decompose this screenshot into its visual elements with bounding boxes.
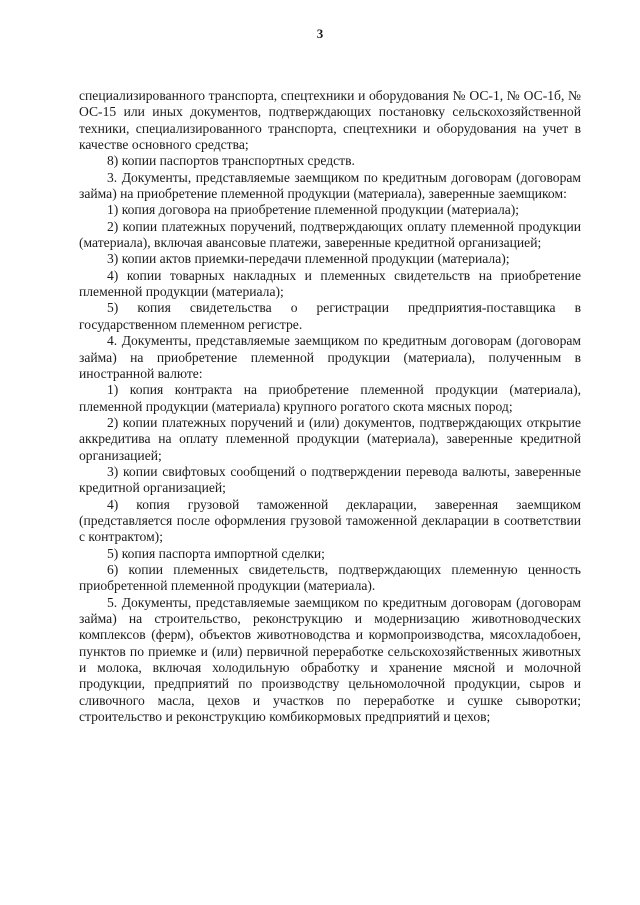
section-heading-paragraph: 5. Документы, представляемые заемщиком по кредитным договорам (договорам займа) на строительство, реконструкцию и модернизацию животноводческих комплексов (ферм), объектов животноводства и кормопроизводства, мясохладобоен, пунктов по приемке и (или) первичной переработке сельскохозяйственных животных и молока, включая холодильную обработку и хранение мясной и молочной продукции, предприятий по производству цельномолочной продукции, сыров и сливочного масла, цехов и участков по переработке и сушке сыворотки; строительство и реконструкцию комбикормовых предприятий и цехов;	[79, 594, 581, 725]
list-item: 6) копии племенных свидетельств, подтверждающих племенную ценность приобретенной племенной продукции (материала).	[79, 561, 581, 594]
document-body	[79, 88, 581, 725]
list-item: 1) копия договора на приобретение племенной продукции (материала);	[107, 202, 520, 218]
paragraph: специализированного транспорта, спецтехники и оборудования № ОС-1, № ОС-1б, № ОС-15 или иных документов, подтверждающих постановку сельскохозяйственной техники, специализированного транспорта, спецтехники и оборудования на учет в качестве основного средства;	[79, 88, 581, 153]
list-item: 4) копия грузовой таможенной декларации, заверенная заемщиком (представляется после оформления грузовой таможенной декларации в соответствии с контрактом);	[79, 496, 581, 545]
page-number: 3	[316, 26, 324, 41]
list-item: 8) копии паспортов транспортных средств.	[107, 153, 355, 169]
list-item: 5) копия свидетельства о регистрации предприятия-поставщика в государственном племенном регистре.	[79, 300, 581, 332]
section-heading-paragraph: 3. Документы, представляемые заемщиком по кредитным договорам (договорам займа) на приобретение племенной продукции (материала), заверенные заемщиком:	[79, 169, 581, 202]
list-item: 3) копии свифтовых сообщений о подтверждении перевода валюты, заверенные кредитной организацией;	[79, 463, 581, 496]
list-item: 2) копии платежных поручений и (или) документов, подтверждающих открытие аккредитива на оплату племенной продукции (материала), заверенные кредитной организацией;	[79, 414, 581, 463]
list-item: 3) копии актов приемки-передачи племенной продукции (материала);	[107, 251, 510, 267]
list-item: 2) копии платежных поручений, подтверждающих оплату племенной продукции (материала), включая авансовые платежи, заверенные кредитной организацией;	[79, 218, 581, 251]
section-heading-paragraph: 4. Документы, представляемые заемщиком по кредитным договорам (договорам займа) на приобретение племенной продукции (материала), полученным в иностранной валюте:	[79, 333, 581, 381]
list-item: 1) копия контракта на приобретение племенной продукции (материала), племенной продукции (материала) крупного рогатого скота мясных пород;	[79, 382, 581, 414]
list-item: 5) копия паспорта импортной сделки;	[107, 545, 325, 561]
list-item: 4) копии товарных накладных и племенных свидетельств на приобретение племенной продукции (материала);	[79, 267, 581, 300]
